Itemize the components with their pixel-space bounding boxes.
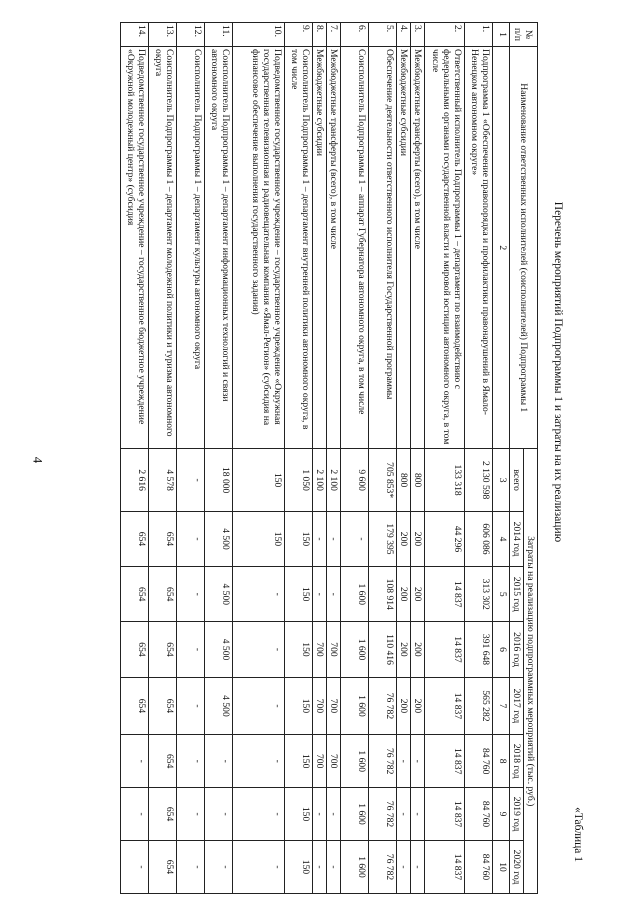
- row-year-value: 150: [284, 622, 312, 677]
- row-year-value: -: [176, 788, 204, 841]
- table-row: [396, 23, 410, 894]
- row-total-value: 1 050: [284, 449, 312, 511]
- row-number: 9.: [284, 23, 312, 47]
- row-year-value: -: [176, 511, 204, 566]
- row-year-value: 14 837: [424, 677, 464, 735]
- row-year-value: 200: [396, 567, 410, 622]
- row-year-value: -: [176, 567, 204, 622]
- rotated-page-content: [0, 22, 596, 902]
- column-number: 1: [492, 23, 509, 47]
- row-total-value: 18 000: [204, 449, 232, 511]
- header-total: всего: [509, 449, 523, 511]
- row-year-value: 179 395: [368, 511, 396, 566]
- row-year-value: -: [326, 511, 340, 566]
- row-year-value: 654: [148, 677, 176, 735]
- table-row: [232, 23, 284, 894]
- row-year-value: -: [340, 511, 368, 566]
- row-total-value: 2 130 598: [464, 449, 492, 511]
- row-year-value: 14 837: [424, 622, 464, 677]
- row-name: Соисполнитель Подпрограммы 1 – департамент внутренней политики автономного округа, в том числе: [284, 47, 312, 449]
- header-no: № п/п: [509, 23, 537, 47]
- row-year-value: 14 837: [424, 840, 464, 893]
- row-year-value: -: [176, 622, 204, 677]
- row-year-value: -: [232, 622, 284, 677]
- column-number: 8: [492, 735, 509, 788]
- row-year-value: 200: [410, 511, 424, 566]
- row-year-value: -: [176, 735, 204, 788]
- row-year-value: -: [312, 511, 326, 566]
- row-name: Подпрограмма 1 «Обеспечение правопорядка и профилактики правонарушений в Ямало-Ненецком автономном округе»: [464, 47, 492, 449]
- row-year-value: -: [312, 567, 326, 622]
- row-name: Межбюджетные трансферты (всего), в том числе: [410, 47, 424, 449]
- row-year-value: -: [326, 567, 340, 622]
- row-year-value: 1 600: [340, 735, 368, 788]
- row-year-value: 654: [148, 511, 176, 566]
- row-year-value: -: [410, 735, 424, 788]
- row-number: 13.: [148, 23, 176, 47]
- column-number: 7: [492, 677, 509, 735]
- row-year-value: 654: [120, 511, 148, 566]
- row-year-value: -: [232, 567, 284, 622]
- row-year-value: 4 500: [204, 567, 232, 622]
- row-number: 10.: [232, 23, 284, 47]
- table-row: [368, 23, 396, 894]
- header-year: 2014 год: [509, 511, 523, 566]
- row-year-value: 654: [120, 567, 148, 622]
- row-year-value: 200: [410, 567, 424, 622]
- row-year-value: 150: [284, 511, 312, 566]
- row-year-value: 654: [148, 840, 176, 893]
- row-year-value: -: [232, 677, 284, 735]
- row-year-value: 654: [148, 735, 176, 788]
- row-year-value: -: [232, 840, 284, 893]
- row-year-value: 1 600: [340, 788, 368, 841]
- row-name: Соисполнитель Подпрограммы 1 – департамент молодежной политики и туризма автономного округа: [148, 47, 176, 449]
- row-number: 4.: [396, 23, 410, 47]
- row-year-value: 14 837: [424, 567, 464, 622]
- header-year: 2015 год: [509, 567, 523, 622]
- table-row: [410, 23, 424, 894]
- row-year-value: 700: [312, 677, 326, 735]
- column-number: 3: [492, 449, 509, 511]
- row-year-value: -: [120, 735, 148, 788]
- row-year-value: -: [396, 735, 410, 788]
- row-year-value: 700: [312, 622, 326, 677]
- row-year-value: -: [204, 735, 232, 788]
- row-year-value: -: [176, 840, 204, 893]
- row-year-value: -: [120, 840, 148, 893]
- table-row: [312, 23, 326, 894]
- row-number: 7.: [326, 23, 340, 47]
- row-year-value: 700: [312, 735, 326, 788]
- row-number: 11.: [204, 23, 232, 47]
- header-name: Наименование ответственных исполнителей (соисполнителей) Подпрограммы 1: [509, 47, 537, 449]
- row-year-value: 1 600: [340, 840, 368, 893]
- row-name: Соисполнитель Подпрограммы 1 – департамент культуры автономного округа: [176, 47, 204, 449]
- row-number: 1.: [464, 23, 492, 47]
- table-row: [464, 23, 492, 894]
- row-year-value: 150: [284, 567, 312, 622]
- row-year-value: 14 837: [424, 735, 464, 788]
- row-year-value: 391 648: [464, 622, 492, 677]
- table-body: [120, 23, 492, 894]
- row-name: Межбюджетные трансферты (всего), в том числе: [326, 47, 340, 449]
- row-year-value: -: [232, 735, 284, 788]
- row-year-value: -: [176, 677, 204, 735]
- page-number: 4: [30, 456, 46, 464]
- row-year-value: 150: [284, 788, 312, 841]
- row-year-value: -: [396, 840, 410, 893]
- table-row: [204, 23, 232, 894]
- row-name: Ответственный исполнитель Подпрограммы 1 – департамент по взаимодействию с федеральными органами государственной власти и мировой юстиции автономного округа, в том числе: [424, 47, 464, 449]
- row-year-value: -: [326, 788, 340, 841]
- row-year-value: -: [312, 840, 326, 893]
- header-year: 2020 год: [509, 840, 523, 893]
- table-row: [326, 23, 340, 894]
- row-year-value: 200: [396, 622, 410, 677]
- row-year-value: 1 600: [340, 622, 368, 677]
- row-year-value: 200: [410, 677, 424, 735]
- row-total-value: 9 600: [340, 449, 368, 511]
- row-year-value: 654: [148, 788, 176, 841]
- row-total-value: 705 853*: [368, 449, 396, 511]
- row-year-value: -: [410, 788, 424, 841]
- table-row: [176, 23, 204, 894]
- row-year-value: 76 782: [368, 788, 396, 841]
- row-total-value: 2 100: [326, 449, 340, 511]
- row-year-value: 654: [148, 622, 176, 677]
- row-year-value: 110 416: [368, 622, 396, 677]
- row-year-value: -: [410, 840, 424, 893]
- row-year-value: -: [204, 788, 232, 841]
- header-costs-group: Затраты на реализацию подпрограммных мероприятий (тыс. руб.): [523, 449, 537, 894]
- header-year: 2018 год: [509, 735, 523, 788]
- row-year-value: -: [120, 788, 148, 841]
- row-year-value: 654: [120, 622, 148, 677]
- row-number: 2.: [424, 23, 464, 47]
- row-name: Межбюджетные субсидии: [312, 47, 326, 449]
- row-year-value: 200: [410, 622, 424, 677]
- row-number: 14.: [120, 23, 148, 47]
- row-total-value: 800: [396, 449, 410, 511]
- row-name: Межбюджетные субсидии: [396, 47, 410, 449]
- table-row: [120, 23, 148, 894]
- row-number: 8.: [312, 23, 326, 47]
- header-year: 2017 год: [509, 677, 523, 735]
- row-year-value: 700: [326, 677, 340, 735]
- row-year-value: 84 760: [464, 735, 492, 788]
- row-total-value: 133 318: [424, 449, 464, 511]
- header-year: 2016 год: [509, 622, 523, 677]
- row-year-value: 700: [326, 735, 340, 788]
- row-year-value: 76 782: [368, 677, 396, 735]
- row-year-value: 606 086: [464, 511, 492, 566]
- row-name: Соисполнитель Подпрограммы 1 – аппарат Губернатора автономного округа, в том числе: [340, 47, 368, 449]
- row-year-value: 654: [148, 567, 176, 622]
- row-year-value: 313 302: [464, 567, 492, 622]
- row-name: Подведомственное государственное учреждение – государственное учреждение «Окружная государственная телевизионная и радиовещательная компания «Ямал-Регион» (субсидия на финансовое обеспечение выполнения государственного задания): [232, 47, 284, 449]
- row-year-value: 76 782: [368, 735, 396, 788]
- row-year-value: -: [396, 788, 410, 841]
- row-year-value: 84 760: [464, 840, 492, 893]
- row-year-value: 108 914: [368, 567, 396, 622]
- row-total-value: 2 616: [120, 449, 148, 511]
- row-year-value: 1 600: [340, 567, 368, 622]
- row-total-value: -: [176, 449, 204, 511]
- row-year-value: 44 296: [424, 511, 464, 566]
- row-number: 12.: [176, 23, 204, 47]
- table-row: [424, 23, 464, 894]
- row-year-value: 150: [284, 840, 312, 893]
- row-name: Соисполнитель Подпрограммы 1 – департамент информационных технологий и связи автономного округа: [204, 47, 232, 449]
- row-year-value: 150: [232, 511, 284, 566]
- row-number: 5.: [368, 23, 396, 47]
- row-year-value: 150: [284, 677, 312, 735]
- document-title: Перечень мероприятий Подпрограммы 1 и затраты на их реализацию: [552, 201, 564, 543]
- row-year-value: 150: [284, 735, 312, 788]
- row-year-value: 14 837: [424, 788, 464, 841]
- row-year-value: 76 782: [368, 840, 396, 893]
- table-label: «Таблица 1: [572, 807, 584, 862]
- row-year-value: -: [232, 788, 284, 841]
- table-row: [340, 23, 368, 894]
- column-number: 6: [492, 622, 509, 677]
- column-number: 10: [492, 840, 509, 893]
- row-year-value: -: [326, 840, 340, 893]
- row-year-value: 4 500: [204, 511, 232, 566]
- row-name: Обеспечение деятельности ответственного исполнителя Государственной программы: [368, 47, 396, 449]
- row-year-value: 200: [396, 511, 410, 566]
- row-total-value: 2 100: [312, 449, 326, 511]
- row-number: 6.: [340, 23, 368, 47]
- row-year-value: 700: [326, 622, 340, 677]
- row-total-value: 800: [410, 449, 424, 511]
- row-year-value: -: [312, 788, 326, 841]
- row-year-value: 1 600: [340, 677, 368, 735]
- costs-table: [120, 22, 538, 894]
- row-year-value: 4 500: [204, 677, 232, 735]
- row-total-value: 4 578: [148, 449, 176, 511]
- column-number: 4: [492, 511, 509, 566]
- table-row: [148, 23, 176, 894]
- row-year-value: 84 760: [464, 788, 492, 841]
- row-total-value: 150: [232, 449, 284, 511]
- row-year-value: 200: [396, 677, 410, 735]
- header-year: 2019 год: [509, 788, 523, 841]
- row-year-value: -: [204, 840, 232, 893]
- column-number: 2: [492, 47, 509, 449]
- row-year-value: 4 500: [204, 622, 232, 677]
- table-row: [284, 23, 312, 894]
- row-year-value: 565 282: [464, 677, 492, 735]
- row-year-value: 654: [120, 677, 148, 735]
- row-number: 3.: [410, 23, 424, 47]
- column-number: 5: [492, 567, 509, 622]
- row-name: Подведомственное государственное учреждение – государственное бюджетное учреждение «Окружной молодежный центр» (субсидия: [120, 47, 148, 449]
- column-number: 9: [492, 788, 509, 841]
